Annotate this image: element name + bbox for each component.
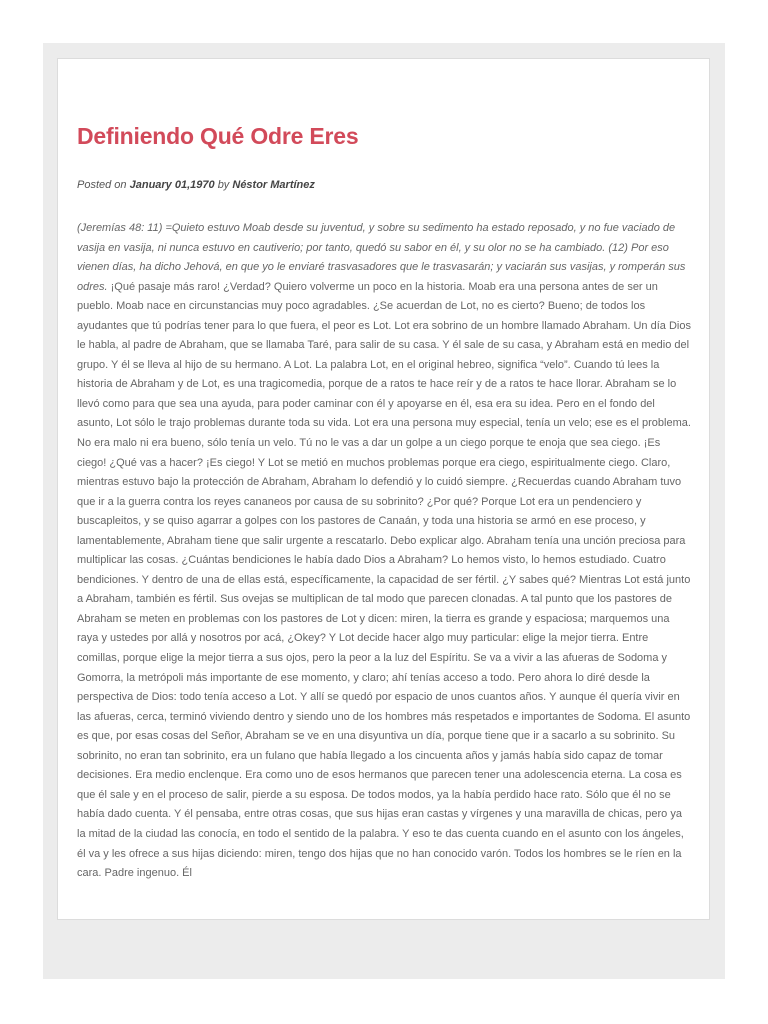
- post-meta: [77, 179, 315, 191]
- article-body: [77, 219, 691, 884]
- post-date: January 01,1970: [129, 179, 215, 191]
- post-author: Néstor Martínez: [232, 179, 315, 191]
- post-title: Definiendo Qué Odre Eres: [77, 123, 359, 149]
- scripture-quote: (Jeremías 48: 11) =Quieto estuvo Moab desde su juventud, y sobre su sedimento ha estado reposado, y no fue vaciado de vasija en vasija, ni nunca estuvo en cautiverio; por tanto, quedó su sabor en él, y su olor no se ha cambiado. (12) Por eso vienen días, ha dicho Jehová, en que yo le enviaré trasvasadores que le trasvasarán; y vaciarán sus vasijas, y romperán sus odres.: [77, 222, 686, 293]
- article-text: ¡Qué pasaje más raro! ¿Verdad? Quiero volverme un poco en la historia. Moab era una persona antes de ser un pueblo. Moab nace en circunstancias muy poco agradables. ¿Se acuerdan de Lot, no es cierto? Bueno; de todos los ayudantes que tú podrías tener para lo que fuera, el peor es Lot. Lot era sobrino de un hombre llamado Abraham. Un día Dios le habla, al padre de Abraham, que se llamaba Taré, para salir de su casa. Y él sale de su casa, y Abraham está en medio del grupo. Y él se lleva al hijo de su hermano. A Lot. La palabra Lot, en el original hebreo, significa “velo”. Cuando tú lees la historia de Abraham y de Lot, es una tragicomedia, porque de a ratos te hace reír y de a ratos te hace llorar. Abraham se lo llevó como para que sea una ayuda, para poder caminar con él y apoyarse en él, esa era su idea. Pero en el fondo del asunto, Lot sólo le trajo problemas durante toda su vida. Lot era una persona muy especial, tenía un velo; ese es el problema. No era malo ni era bueno, sólo tenía un velo. Tú no le vas a dar un golpe a un ciego porque te enoja que sea ciego. ¡Es ciego! ¿Qué vas a hacer? ¡Es ciego! Y Lot se metió en muchos problemas porque era ciego, espiritualmente ciego. Claro, mientras estuvo bajo la protección de Abraham, Abraham lo defendió y lo cuidó siempre. ¿Recuerdas cuando Abraham tuvo que ir a la guerra contra los reyes cananeos por causa de su sobrinito? ¿Por qué? Porque Lot era un pendenciero y buscapleitos, y se quiso agarrar a golpes con los pastores de Canaán, y toda una historia se armó en ese proceso, y lamentablemente, Abraham tiene que salir urgente a rescatarlo. Debo explicar algo. Abraham tenía una unción preciosa para multiplicar las cosas. ¿Cuántas bendiciones le había dado Dios a Abraham? Lo hemos visto, lo hemos estudiado. Cuatro bendiciones. Y dentro de una de ellas está, específicamente, la capacidad de ser fértil. ¿Y sabes qué? Mientras Lot está junto a Abraham, también es fértil. Sus ovejas se multiplican de tal modo que parecen clonadas. A tal punto que los pastores de Abraham se meten en problemas con los pastores de Lot y dicen: miren, la tierra es grande y espaciosa; marquemos una raya y ustedes por allá y nosotros por acá, ¿Okey? Y Lot decide hacer algo muy particular: elige la mejor tierra. Entre comillas, porque elige la mejor tierra a sus ojos, pero la peor a la luz del Espíritu. Se va a vivir a las afueras de Sodoma y Gomorra, la metrópoli más importante de ese momento, y claro; ahí tenías acceso a todo. Pero ahora lo diré desde la perspectiva de Dios: todo tenía acceso a Lot. Y allí se quedó por espacio de unos cuantos años. Y aunque él quería vivir en las afueras, cerca, terminó viviendo dentro y siendo uno de los hombres más respetados e importantes de Sodoma. El asunto es que, por esas cosas del Señor, Abraham se ve en una disyuntiva un día, porque tiene que ir a sacarlo a su sobrinito. Su sobrinito, no eran tan sobrinito, era un fulano que había llegado a los cincuenta años y jamás había sido capaz de tomar decisiones. Era medio enclenque. Era como uno de esos hermanos que parecen tener una adolescencia eterna. La cosa es que él sale y en el proceso de salir, pierde a su esposa. De todos modos, ya la había perdido hace rato. Sólo que él no se había dado cuenta. Y él pensaba, entre otras cosas, que sus hijas eran castas y vírgenes y una maravilla de chicas, pero ya la mitad de la ciudad las conocía, en todo el sentido de la palabra. Y eso te das cuenta cuando en el asunto con los ángeles, él va y les ofrece a sus hijas diciendo: miren, tengo dos hijas que no han conocido varón. Todos los hombres se le ríen en la cara. Padre ingenuo. Él: [77, 280, 691, 880]
- article-card: [57, 58, 710, 920]
- by-label: by: [217, 179, 230, 191]
- posted-on-label: Posted on: [77, 179, 127, 191]
